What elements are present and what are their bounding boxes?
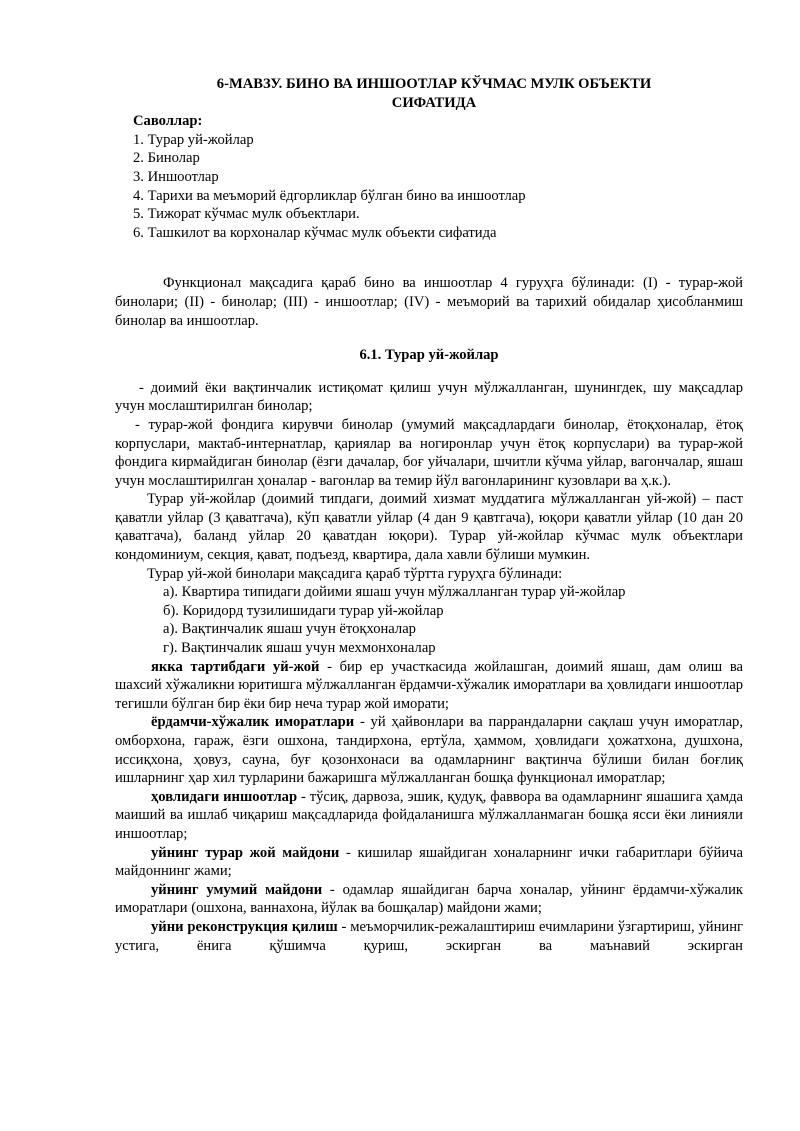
definition-text: - одамлар яшайдиган барча хоналар, уйнинг ёрдамчи-хўжалик иморатлари (ошхона, ваннахона, йўлак ва бошқалар) майдони жами; [115,881,743,917]
definition [115,918,743,955]
sub-item: а). Вақтинчалик яшаш учун ётоқхоналар [163,621,416,638]
title-line-1: 6-МАВЗУ. БИНО ВА ИНШООТЛАР КЎЧМАС МУЛК ОБЪЕКТИ [216,76,652,92]
section-title: 6.1. Турар уй-жойлар [359,347,499,364]
questions-heading: Саволлар: [133,113,203,130]
sub-list [115,583,743,657]
definition [115,658,743,714]
paragraph: - доимий ёки вақтинчалик истиқомат қилиш учун мўлжалланган, шунингдек, шу мақсадлар учун мослаштирилган бинолар; [115,379,743,415]
definition-term: уйнинг турар жой майдони [151,844,340,861]
definition-term: якка тартибдаги уй-жой [151,658,320,675]
definition [115,788,743,844]
definition-text: - кишилар яшайдиган хоналарнинг ички габаритлари бўйича майдоннинг жами; [115,844,743,880]
definition-term: уйни реконструкция қилиш [151,918,338,935]
document-title [115,75,743,112]
title-line-2: СИФАТИДА [391,94,477,111]
definition-text: - меъморчилик-режалаштириш ечимларини ўзгартириш, уйнинг устига, ёнига қўшимча қуриш, эскирган ва маънавий эскирган [115,918,744,954]
question-item: 3. Иншоотлар [133,168,219,185]
definition [115,881,743,918]
definition [115,844,743,881]
sub-item: а). Квартира типидаги дойими яшаш учун мўлжалланган турар уй-жойлар [163,584,626,601]
definition-text: - уй ҳайвонлари ва паррандаларни сақлаш учун иморатлар, омборхона, гараж, ёзги ошхона, тандирхона, ертўла, ҳаммом, ҳовлидаги ҳожатхона, душхона, иссиқхона, ҳовуз, сауна, буғ қозонхонаси ва одамларнинг вақтинча бўлиши билан боғлиқ ишларнинг ҳар хил турларини бажаришга мўлжалланган бошқа функционал иморатлар; [115,714,743,787]
questions-list [115,131,743,243]
definition-text: - тўсиқ, дарвоза, эшик, қудуқ, фаввора ва одамларнинг яшашига ҳамда маиший ва ишлаб чиқариш мақсадларида фойдаланишга мўлжалланмаган бошқа ясси ёки линияли иншоотлар; [115,788,743,842]
sub-item: г). Вақтинчалик яшаш учун мехмонхоналар [163,640,436,657]
definition-text: - бир ер участкасида жойлашган, доимий яшаш, дам олиш ва шахсий хўжаликни юритишга мўлжалланган ёрдамчи-хўжалик иморатлари ва ҳовлидаги иншоотлар тегишли бўлган бир ёки бир неча турар жой иморати; [115,658,743,712]
definition-term: уйнинг умумий майдони [151,881,323,898]
paragraph: Турар уй-жой бинолари мақсадига қараб тўртта гуруҳга бўлинади: [147,565,563,582]
question-item: 5. Тижорат кўчмас мулк объектлари. [133,206,360,223]
definition-term: ёрдамчи-хўжалик иморатлари [151,714,355,731]
sub-item: б). Коридорд тузилишидаги турар уй-жойлар [163,602,444,619]
question-item: 1. Турар уй-жойлар [133,131,254,148]
definition [115,713,743,787]
question-item: 4. Тарихи ва меъморий ёдгорликлар бўлган бино ва иншоотлар [133,187,526,204]
paragraph: - турар-жой фондига кирувчи бинолар (умумий мақсадлардаги бинолар, ётоқхоналар, ётоқ корпуслари, мактаб-интернатлар, қариялар ва ногиронлар учун ётоқ корпуслари) ва турар-жой фондига кирмайдиган бинолар (ёзги дачалар, боғ уйчалари, шчитли кўчма уйлар, вагончалар, яшаш учун мослаштирилган ҳоналар - вагонлар ва темир йўл вагонларининг кузовлари ва ҳ.к.). [115,416,743,489]
question-item: 6. Ташкилот ва корхоналар кўчмас мулк объекти сифатида [133,224,497,241]
intro-paragraph: Функционал мақсадига қараб бино ва иншоотлар 4 гуруҳга бўлинади: (I) - турар-жой бинолари; (II) - бинолар; (III) - иншоотлар; (IV) - меъморий ва тарихий обидалар ҳисобланмиш бинолар ва иншоотлар. [115,275,743,329]
paragraph: Турар уй-жойлар (доимий типдаги, доимий хизмат муддатига мўлжалланган уй-жой) – паст қаватли уйлар (3 қаватгача), кўп қаватли уйлар (4 дан 9 қавтгача), юқори қаватли уйлар (10 дан 20 қаватгача), баланд уйлар 20 қаватдан юқори). Турар уй-жойлар кўчмас мулк объектлари кондоминиум, секция, қават, подъезд, квартира, дала хавли бўлиши мумкин. [115,491,743,564]
question-item: 2. Бинолар [133,150,200,167]
definition-term: ҳовлидаги иншоотлар [151,788,298,805]
